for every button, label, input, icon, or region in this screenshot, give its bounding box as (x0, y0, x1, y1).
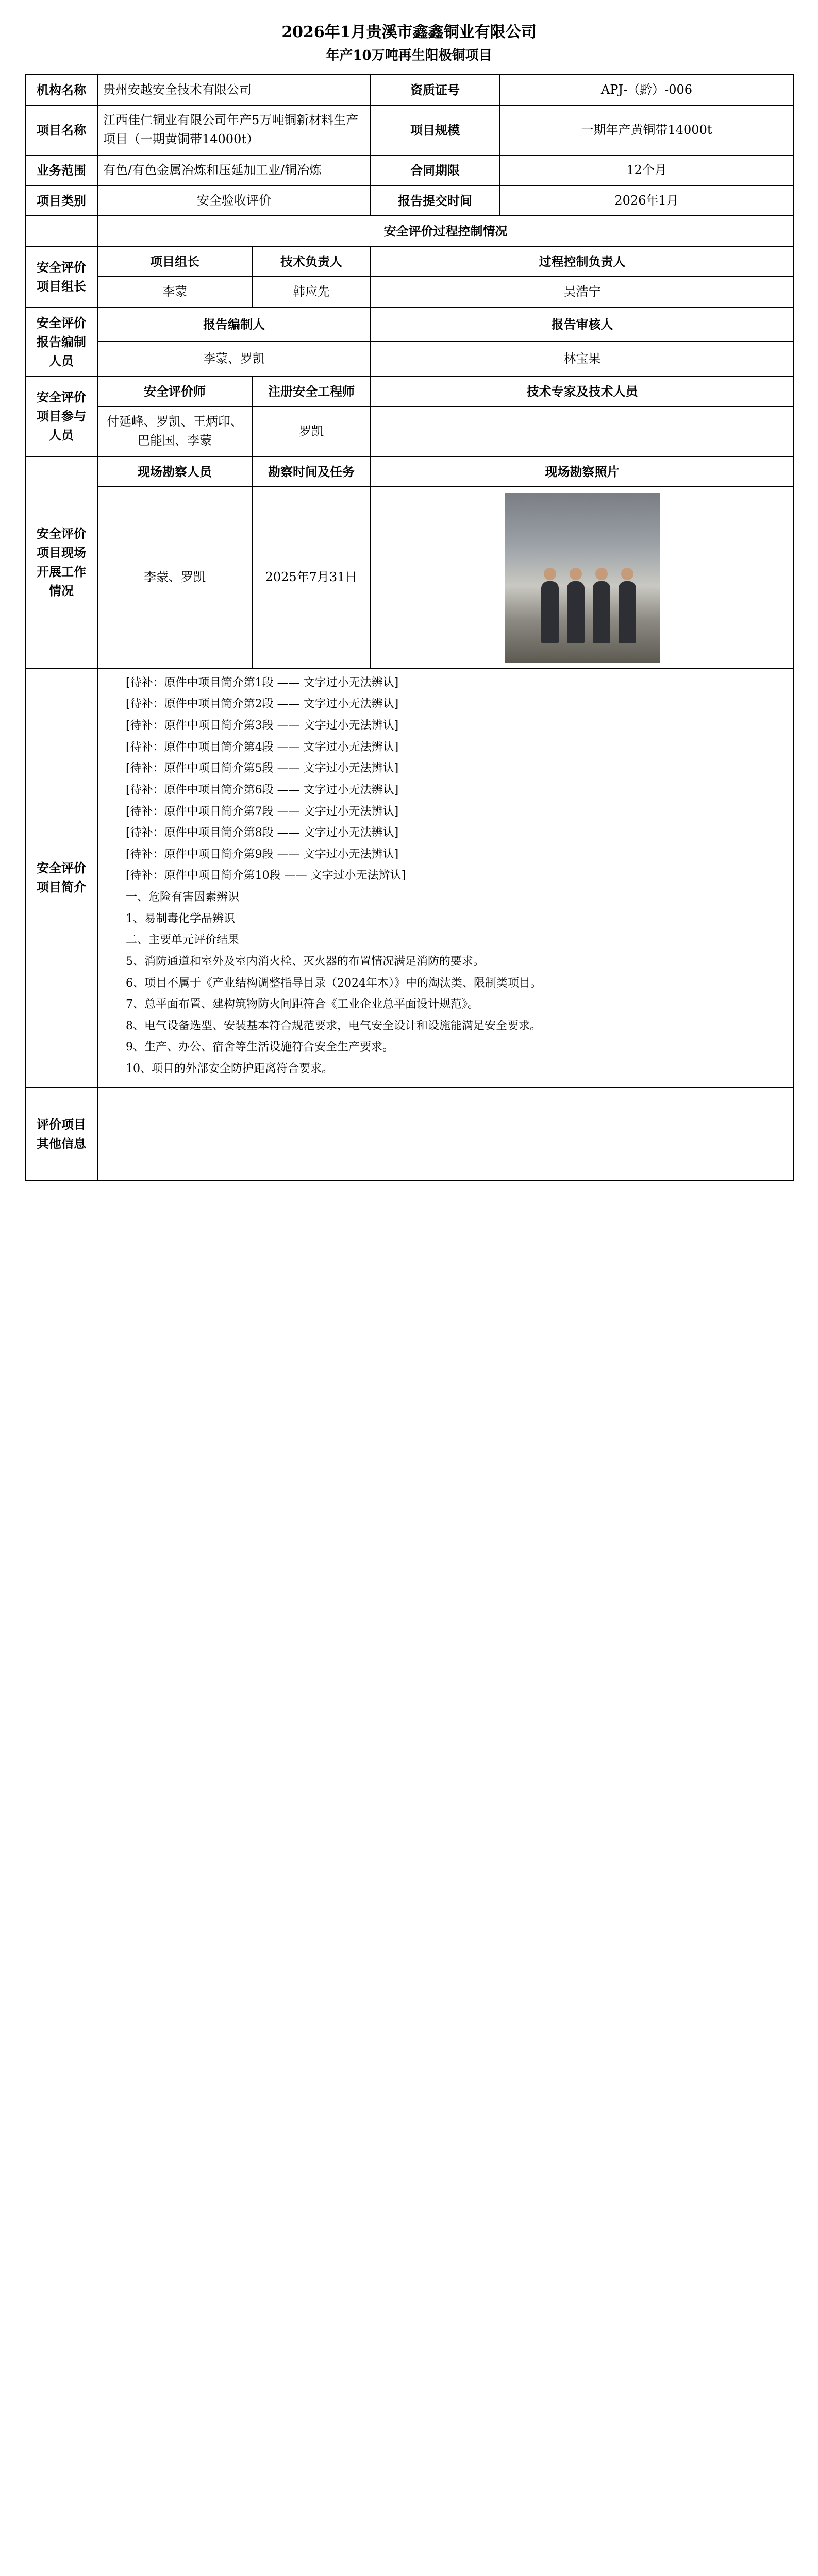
writer-value: 李蒙、罗凯 (97, 342, 371, 376)
row-project (25, 105, 794, 155)
row-other (25, 1087, 794, 1181)
conclusion-item: 5、消防通道和室外及室内消火栓、灭火器的布置情况满足消防的要求。 (126, 955, 485, 968)
row-writer-values (25, 342, 794, 376)
evaluator-value: 付延峰、罗凯、王炳印、巴能国、李蒙 (97, 406, 252, 456)
section-2-heading: 二、主要单元评价结果 (126, 934, 240, 947)
row-writer-head (25, 308, 794, 342)
body-paragraph: [待补：原件中项目简介第5段 —— 文字过小无法辨认] (126, 762, 399, 775)
row-body (25, 668, 794, 1087)
other-value (97, 1087, 794, 1181)
type-value: 安全验收评价 (97, 185, 371, 216)
col-evaluator: 安全评价师 (97, 376, 252, 406)
site-time-value: 2025年7月31日 (252, 487, 371, 668)
conclusion-item: 9、生产、办公、宿舍等生活设施符合安全生产要求。 (126, 1041, 394, 1054)
body-paragraph: [待补：原件中项目简介第1段 —— 文字过小无法辨认] (126, 676, 399, 689)
row-scope (25, 155, 794, 185)
cert-value: APJ-（黔）-006 (499, 75, 794, 105)
section-1-heading: 一、危险有害因素辨识 (126, 891, 240, 904)
conclusion-item: 8、电气设备选型、安装基本符合规范要求，电气安全设计和设施能满足安全要求。 (126, 1019, 541, 1032)
scope-value: 有色/有色金属冶炼和压延加工业/铜冶炼 (97, 155, 371, 185)
body-paragraphs (103, 674, 788, 885)
scale-label: 项目规模 (371, 105, 499, 155)
leader-value: 李蒙 (97, 277, 252, 307)
other-label: 评价项目其他信息 (25, 1087, 97, 1181)
col-site-time: 勘察时间及任务 (252, 456, 371, 487)
conclusion-item: 6、项目不属于《产业结构调整指导目录（2024年本）》中的淘汰类、限制类项目。 (126, 976, 542, 990)
row-org (25, 75, 794, 105)
conclusion-list (103, 953, 788, 1078)
body-paragraph: [待补：原件中项目简介第8段 —— 文字过小无法辨认] (126, 826, 399, 840)
row-leader-values (25, 277, 794, 307)
col-leader: 项目组长 (97, 246, 252, 277)
row-site-values (25, 487, 794, 668)
site-photo (505, 493, 660, 663)
cert-label: 资质证号 (371, 75, 499, 105)
col-engineer: 注册安全工程师 (252, 376, 371, 406)
col-writer: 报告编制人 (97, 308, 371, 342)
body-paragraph: [待补：原件中项目简介第7段 —— 文字过小无法辨认] (126, 805, 399, 818)
type-label: 项目类别 (25, 185, 97, 216)
site-group-label: 安全评价项目现场开展工作情况 (25, 456, 97, 668)
col-tech: 技术负责人 (252, 246, 371, 277)
document-page (0, 0, 818, 1212)
section-1-sub: 1、易制毒化学品辨识 (126, 912, 235, 925)
expert-value (371, 406, 794, 456)
scope-label: 业务范围 (25, 155, 97, 185)
row-team-values (25, 406, 794, 456)
col-reviewer: 报告审核人 (371, 308, 794, 342)
writer-group-label: 安全评价报告编制人员 (25, 308, 97, 377)
engineer-value: 罗凯 (252, 406, 371, 456)
team-group-label: 安全评价项目参与人员 (25, 376, 97, 456)
body-paragraph: [待补：原件中项目简介第6段 —— 文字过小无法辨认] (126, 783, 399, 796)
conclusion-item: 7、总平面布置、建构筑物防火间距符合《工业企业总平面设计规范》。 (126, 998, 479, 1011)
col-expert: 技术专家及技术人员 (371, 376, 794, 406)
conclusion-item: 10、项目的外部安全防护距离符合要求。 (126, 1062, 333, 1076)
project-value: 江西佳仁铜业有限公司年产5万吨铜新材料生产项目（一期黄铜带14000t） (97, 105, 371, 155)
body-label: 安全评价项目简介 (25, 668, 97, 1087)
col-manager: 过程控制负责人 (371, 246, 794, 277)
row-team-head (25, 376, 794, 406)
row-process-section (25, 216, 794, 246)
report-label: 报告提交时间 (371, 185, 499, 216)
period-value: 12个月 (499, 155, 794, 185)
doc-title: 2026年1月贵溪市鑫鑫铜业有限公司 (281, 23, 537, 41)
process-section-label: 安全评价过程控制情况 (97, 216, 794, 246)
org-value: 贵州安越安全技术有限公司 (97, 75, 371, 105)
reviewer-value: 林宝果 (371, 342, 794, 376)
body-paragraph: [待补：原件中项目简介第2段 —— 文字过小无法辨认] (126, 698, 399, 711)
row-leader-head (25, 246, 794, 277)
col-site-photo: 现场勘察照片 (371, 456, 794, 487)
scale-value: 一期年产黄铜带14000t (499, 105, 794, 155)
row-type (25, 185, 794, 216)
col-site-staff: 现场勘察人员 (97, 456, 252, 487)
site-staff-value: 李蒙、罗凯 (97, 487, 252, 668)
body-paragraph: [待补：原件中项目简介第3段 —— 文字过小无法辨认] (126, 719, 399, 733)
leader-group-label: 安全评价项目组长 (25, 246, 97, 307)
period-label: 合同期限 (371, 155, 499, 185)
doc-subtitle: 年产10万吨再生阳极铜项目 (326, 48, 492, 63)
org-label: 机构名称 (25, 75, 97, 105)
report-value: 2026年1月 (499, 185, 794, 216)
body-paragraph: [待补：原件中项目简介第4段 —— 文字过小无法辨认] (126, 740, 399, 754)
manager-value: 吴浩宁 (371, 277, 794, 307)
body-paragraph: [待补：原件中项目简介第10段 —— 文字过小无法辨认] (126, 869, 406, 883)
project-label: 项目名称 (25, 105, 97, 155)
tech-value: 韩应先 (252, 277, 371, 307)
body-paragraph: [待补：原件中项目简介第9段 —— 文字过小无法辨认] (126, 848, 399, 861)
row-site-head (25, 456, 794, 487)
info-table (25, 74, 794, 1181)
